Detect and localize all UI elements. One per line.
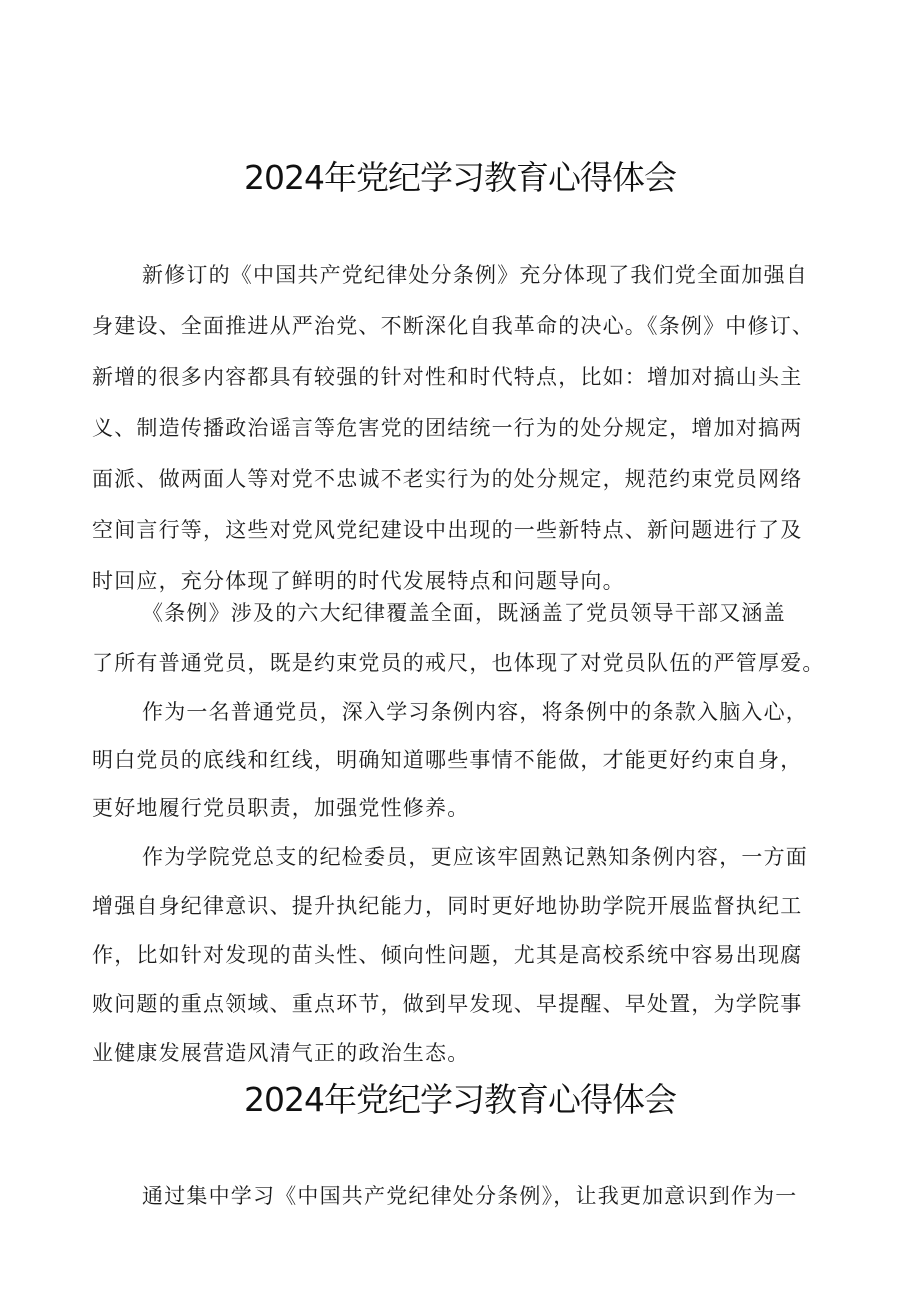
- paragraph-line: 作为一名普通党员，深入学习条例内容，将条例中的条款入脑入心，: [142, 700, 808, 724]
- paragraph-line: 身建设、全面推进从严治党、不断深化自我革命的决心。《条例》中修订、: [92, 314, 815, 338]
- paragraph-line: 业健康发展营造风清气正的政治生态。: [92, 1041, 470, 1065]
- paragraph-line: 通过集中学习《中国共产党纪律处分条例》，让我更加意识到作为一: [142, 1184, 798, 1208]
- paragraph-line: 明白党员的底线和红线，明确知道哪些事情不能做，才能更好约束自身，: [92, 748, 803, 772]
- paragraph-line: 作，比如针对发现的苗头性、倾向性问题，尤其是高校系统中容易出现腐: [92, 943, 803, 967]
- paragraph-line: 面派、做两面人等对党不忠诚不老实行为的处分规定，规范约束党员网络: [92, 467, 803, 491]
- paragraph-line: 增强自身纪律意识、提升执纪能力，同时更好地协助学院开展监督执纪工: [92, 894, 803, 918]
- section-1-title: 2024年党纪学习教育心得体会: [244, 158, 676, 197]
- paragraph-line: 了所有普通党员，既是约束党员的戒尺，也体现了对党员队伍的严管厚爱。: [92, 651, 825, 675]
- section-2-title: 2024年党纪学习教育心得体会: [244, 1080, 676, 1119]
- paragraph-line: 义、制造传播政治谣言等危害党的团结统一行为的处分规定，增加对搞两: [92, 416, 803, 440]
- paragraph-line: 新修订的《中国共产党纪律处分条例》充分体现了我们党全面加强自: [142, 263, 808, 287]
- paragraph-line: 更好地履行党员职责，加强党性修养。: [92, 796, 470, 820]
- paragraph-line: 空间言行等，这些对党风党纪建设中出现的一些新特点、新问题进行了及: [92, 518, 803, 542]
- paragraph-line: 时回应，充分体现了鲜明的时代发展特点和问题导向。: [92, 569, 625, 593]
- paragraph-line: 新增的很多内容都具有较强的针对性和时代特点，比如：增加对搞山头主: [92, 365, 803, 389]
- paragraph-line: 败问题的重点领域、重点环节，做到早发现、早提醒、早处置，为学院事: [92, 992, 803, 1016]
- paragraph-line: 作为学院党总支的纪检委员，更应该牢固熟记熟知条例内容，一方面: [142, 845, 808, 869]
- paragraph-line: 《条例》涉及的六大纪律覆盖全面，既涵盖了党员领导干部又涵盖: [142, 601, 786, 625]
